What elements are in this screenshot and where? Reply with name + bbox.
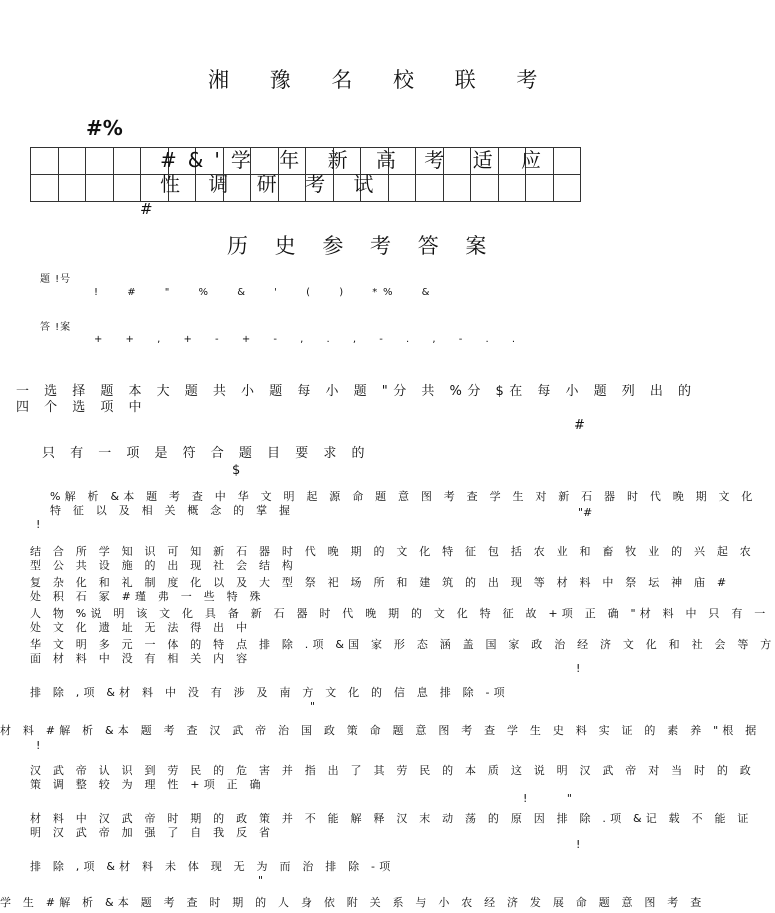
section-mark-2: $ <box>232 463 241 478</box>
explanation-6-mark: " <box>310 700 316 713</box>
section-heading-line3: 只 有 一 项 是 符 合 题 目 要 求 的 <box>42 446 370 461</box>
answer-label: 答 !案 <box>40 322 72 333</box>
explanation-3b: 处 积 石 冢 #瑾 弗 一 些 特 殊 <box>30 590 265 603</box>
exam-title: 湘 豫 名 校 联 考 <box>208 68 555 92</box>
explanation-1-mark: "# <box>578 506 593 519</box>
explanation-7-mark: ! <box>36 739 41 752</box>
explanation-7: 材 料 #解 析 &本 题 考 查 汉 武 帝 治 国 政 策 命 题 意 图 考 查 学 生 史 料 实 证 的 素 养 "根 据 <box>0 724 761 737</box>
explanation-6: 排 除 ,项 &材 料 中 没 有 涉 及 南 方 文 化 的 信 息 排 除 -项 <box>30 686 509 699</box>
question-numbers: ! # " % & ' ( ) * <box>94 287 391 298</box>
hash-mark: #% <box>86 116 123 140</box>
question-label: 题 !号 <box>40 274 72 285</box>
hash-below: # <box>140 200 153 218</box>
explanation-9b: 明 汉 武 帝 加 强 了 自 我 反 省 <box>30 826 275 839</box>
explanation-9: 材 料 中 汉 武 帝 时 期 的 政 策 并 不 能 解 释 汉 末 动 荡 的 原 因 排 除 .项 &记 载 不 能 证 <box>30 812 753 825</box>
explanation-9-mark: ! <box>576 838 581 851</box>
explanation-2b: 型 公 共 设 施 的 出 现 社 会 结 构 <box>30 559 298 572</box>
explanation-4b: 处 文 化 遗 址 无 法 得 出 中 <box>30 621 252 634</box>
explanation-5-mark: ! <box>576 662 581 675</box>
explanation-1b: 特 征 以 及 相 关 概 念 的 掌 握 <box>50 504 295 517</box>
question-numbers-tail: % & <box>383 287 443 298</box>
explanation-10-mark: " <box>258 874 264 887</box>
exam-subtitle: #&'学 年 新 高 考 适 应 性 调 研 考 试 <box>160 148 552 196</box>
explanation-1-mark2: ! <box>36 518 41 531</box>
section-heading-line2: 四 个 选 项 中 <box>16 400 148 415</box>
explanation-5b: 面 材 料 中 没 有 相 关 内 容 <box>30 652 252 665</box>
explanation-11: 学 生 #解 析 &本 题 考 查 时 期 的 人 身 依 附 关 系 与 小 农 经 济 发 展 命 题 意 图 考 查 <box>0 896 706 909</box>
explanation-1a: %解 析 &本 题 考 查 中 华 文 明 起 源 命 题 意 图 考 查 学 生 对 新 石 器 时 代 晚 期 文 化 <box>50 490 757 503</box>
explanation-2: 结 合 所 学 知 识 可 知 新 石 器 时 代 晚 期 的 文 化 特 征 包 括 农 业 和 畜 牧 业 的 兴 起 农 <box>30 545 755 558</box>
explanation-8: 汉 武 帝 认 识 到 劳 民 的 危 害 并 指 出 了 其 劳 民 的 本 质 这 说 明 汉 武 帝 对 当 时 的 政 <box>30 764 755 777</box>
answer-values: + + , + - + - , . , - . , - . . <box>94 334 526 345</box>
explanation-10: 排 除 ,项 &材 料 未 体 现 无 为 而 治 排 除 -项 <box>30 860 395 873</box>
section-mark: # <box>574 418 585 433</box>
paper-title: 历 史 参 考 答 案 <box>227 234 497 258</box>
explanation-3: 复 杂 化 和 礼 制 度 化 以 及 大 型 祭 祀 场 所 和 建 筑 的 出 现 等 材 料 中 祭 坛 神 庙 # <box>30 576 731 589</box>
explanation-5: 华 文 明 多 元 一 体 的 特 点 排 除 .项 &国 家 形 态 涵 盖 国 家 政 治 经 济 文 化 和 社 会 等 方 <box>30 638 775 651</box>
explanation-4: 人 物 %说 明 该 文 化 具 备 新 石 器 时 代 晚 期 的 文 化 特 征 故 +项 正 确 "材 料 中 只 有 一 <box>30 607 770 620</box>
explanation-8b: 策 调 整 较 为 理 性 +项 正 确 <box>30 778 265 791</box>
section-heading-line1: 一 选 择 题 本 大 题 共 小 题 每 小 题 "分 共 %分 $在 每 小 题 列 出 的 <box>16 384 697 399</box>
explanation-8-mark: ! " <box>523 792 590 805</box>
